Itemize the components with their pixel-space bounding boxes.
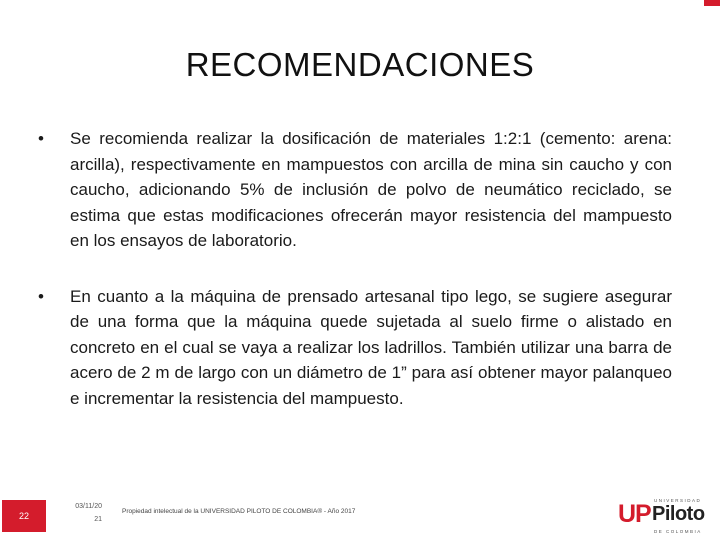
page-number: 22 bbox=[18, 511, 29, 521]
bullet-marker: • bbox=[38, 129, 44, 148]
university-logo bbox=[618, 496, 714, 536]
bullet-item bbox=[38, 126, 672, 254]
bullet-list bbox=[38, 126, 672, 441]
copyright-notice: Propiedad intelectual de la UNIVERSIDAD PILOTO DE COLOMBIA® - Año 2017 bbox=[122, 508, 356, 515]
page-number-badge bbox=[2, 500, 46, 532]
slide-title: RECOMENDACIONES bbox=[185, 46, 535, 83]
date-line-2: 21 bbox=[94, 516, 102, 523]
slide-footer bbox=[0, 496, 720, 540]
top-accent-bar bbox=[704, 0, 720, 6]
logo-bottom-text: DE COLOMBIA bbox=[654, 529, 702, 534]
slide-date bbox=[62, 500, 102, 526]
logo-mark-icon: UP bbox=[618, 500, 651, 528]
bullet-item bbox=[38, 284, 672, 412]
date-line-1: 03/11/20 bbox=[75, 503, 102, 510]
bullet-text: En cuanto a la máquina de prensado artesanal tipo lego, se sugiere asegurar de una forma que la máquina quede sujetada al suelo firme o alistado en concreto en el cual se vaya a realizar los ladrillos. También utilizar una barra de acero de 2 m de largo con un diámetro de 1” para así obtener mayor palanqueo e incrementar la resistencia del mampuesto. bbox=[70, 286, 672, 408]
logo-name: Piloto bbox=[652, 503, 705, 525]
logo-top-text: UNIVERSIDAD bbox=[654, 498, 702, 503]
bullet-text: Se recomienda realizar la dosificación de materiales 1:2:1 (cemento: arena: arcilla), respectivamente en mampuestos con arcilla de mina sin caucho y con caucho, adicionando 5% de inclusión de polvo de neumático reciclado, se estima que estas modificaciones ofrecerán mayor resistencia del mampuesto en los ensayos de laboratorio. bbox=[70, 129, 672, 250]
bullet-marker: • bbox=[38, 286, 44, 306]
